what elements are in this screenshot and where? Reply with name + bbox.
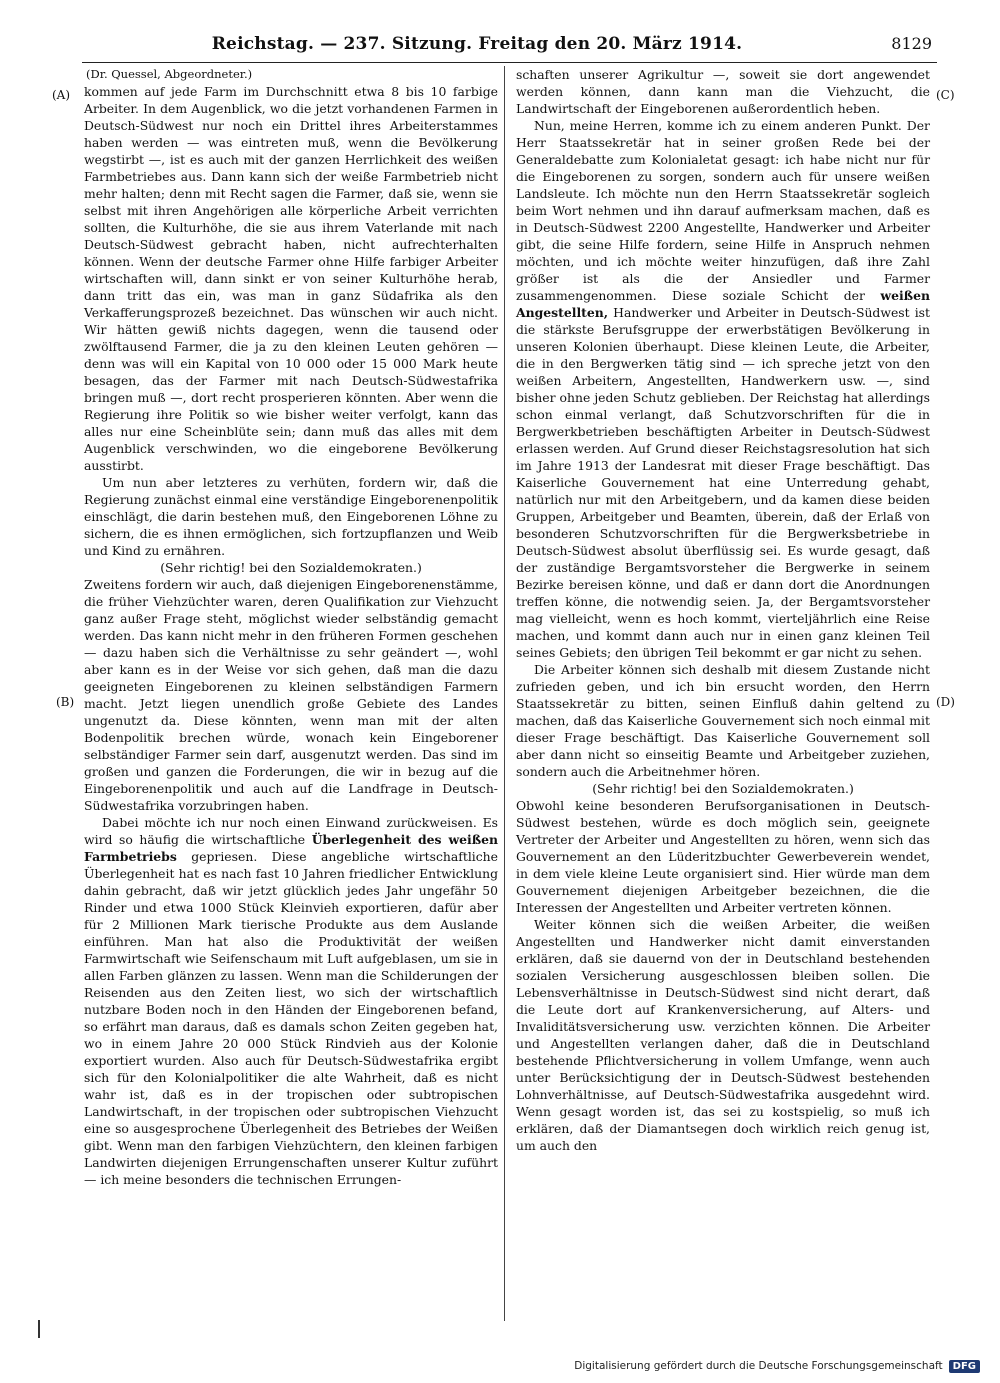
right-column	[516, 66, 930, 1154]
column-divider	[504, 66, 505, 1321]
page-header	[82, 34, 932, 62]
interjection: (Sehr richtig! bei den Sozialdemokraten.)	[160, 560, 422, 575]
paragraph: Zweitens fordern wir auch, daß diejenigen Eingeborenenstämme, die früher Viehzüchter waren, deren Qualifikation zur Viehzucht ganz außer Frage steht, möglichst wieder selbständig gemacht werden. Das kann nicht mehr in den früheren Formen geschehen — dazu haben sich die Verhältnisse zu sehr geändert —, wohl aber kann es in der Weise vor sich gehen, daß man die dazu geeigneten Eingeborenen zu kleinen selbständigen Farmern macht. Jetzt liegen unendlich große Gebiete des Landes ungenutzt da. Diese könnten, wenn man mit der alten Bodenpolitik brechen würde, wonach kein Eingeborener selbständiger Farmer sein darf, ausgenutzt werden. Das sind im großen und ganzen die Forderungen, die wir in bezug auf die Eingeborenenpolitik und auch auf die Landfrage in Deutsch-Südwestafrika vorzubringen haben.	[84, 577, 498, 813]
header-rule	[82, 62, 937, 63]
bold-phrase: weißen Angestellten,	[516, 288, 930, 320]
bold-phrase: Überlegenheit des weißen Farmbetriebs	[84, 832, 499, 864]
paragraph	[84, 814, 498, 1188]
margin-letter-c: (C)	[936, 88, 955, 102]
margin-letter-d: (D)	[936, 695, 955, 709]
paragraph: Um nun aber letzteres zu verhüten, fordern wir, daß die Regierung zunächst einmal eine verständige Eingeborenenpolitik einschlägt, die darin bestehen muß, den Eingeborenen Löhne zu sichern, die es ihnen ermöglichen, sich fortzupflanzen und Weib und Kind zu ernähren.	[84, 475, 498, 558]
interjection: (Sehr richtig! bei den Sozialdemokraten.)	[592, 781, 854, 796]
paragraph-text: Handwerker und Arbeiter in Deutsch-Südwest ist die stärkste Berufsgruppe der erwerbstätigen Bevölkerung in unseren Kolonien überhaupt. Diese kleinen Leute, die Arbeiter, die in den Bergwerken tätig sind — ich spreche jetzt von den weißen Arbeitern, Angestellten, Handwerkern usw. —, sind bisher ohne jeden Schutz geblieben. Der Reichstag hat allerdings schon einmal verlangt, daß Schutzvorschriften für die in Bergwerkbetrieben beschäftigten Arbeiter in Deutsch-Südwest erlassen werden. Auf Grund dieser Reichstagsresolution hat sich im Jahre 1913 der Landesrat mit dieser Frage beschäftigt. Das Kaiserliche Gouvernement hat eine Unterredung gehabt, natürlich nur mit den Arbeitgebern, und da kamen diese beiden Gruppen, Arbeitgeber und Beamten, überein, daß der Erlaß von besonderen Schutzvorschriften für die Bergwerksbetriebe in Deutsch-Südwest absolut überflüssig sei. Es wurde gesagt, daß der zuständige Bergamtsvorsteher die Bergwerke in seinem Bezirke bereisen könne, und daß er dann dort die Anordnungen treffen könne, die notwendig seien. Ja, der Bergamtsvorsteher mag vielleicht, wenn es hoch kommt, vierteljährlich eine Reise machen, und kommt dann auch nur in einen ganz kleinen Teil seines Gebiets; den übrigen Teil bekommt er gar nicht zu sehen.	[516, 305, 930, 660]
paragraph	[516, 117, 930, 661]
paragraph-text: Nun, meine Herren, komme ich zu einem anderen Punkt. Der Herr Staatssekretär hat in seiner großen Rede bei der Generaldebatte zum Kolonialetat gesagt: ich habe nicht nur für die Eingeborenen zu sorgen, sondern auch für unsere weißen Landsleute. Ich möchte nun den Herrn Staatssekretär sogleich beim Wort nehmen und ihn darauf aufmerksam machen, daß es in Deutsch-Südwest 2200 Angestellte, Handwerker und Arbeiter gibt, die seine Hilfe fordern, seine Hilfe in Anspruch nehmen möchten, und ich möchte weiter hinzufügen, daß ihre Zahl größer ist als die der Ansiedler und Farmer zusammengenommen. Diese soziale Schicht der	[516, 118, 930, 303]
paragraph: schaften unserer Agrikultur —, soweit sie dort angewendet werden können, dann kann man die Viehzucht, die Landwirtschaft der Eingeborenen außerordentlich heben.	[516, 67, 930, 116]
page-number: 8129	[891, 34, 932, 53]
margin-letter-a: (A)	[52, 88, 71, 102]
margin-mark	[38, 1320, 40, 1338]
paragraph: Die Arbeiter können sich deshalb mit diesem Zustande nicht zufrieden geben, und ich bin ersucht worden, den Herrn Staatssekretär zu bitten, seinen Einfluß dahin geltend zu machen, daß das Kaiserliche Gouvernement sich noch einmal mit dieser Frage beschäftigt. Das Kaiserliche Gouvernement soll aber dann nicht so einseitig Beamte und Arbeitgeber zuziehen, sondern auch die Arbeitnehmer hören.	[516, 662, 930, 779]
margin-letter-b: (B)	[56, 695, 75, 709]
paragraph: kommen auf jede Farm im Durchschnitt etwa 8 bis 10 farbige Arbeiter. In dem Augenblick, wo die jetzt vorhandenen Farmen in Deutsch-Südwest nur noch ein Drittel ihres Arbeiterstammes haben werden — was eintreten muß, wenn die Bevölkerung wegstirbt —, ist es auch mit der ganzen Herrlichkeit des weißen Farmbetriebes aus. Dann kann sich der weiße Farmbetrieb nicht mehr halten; denn mit Recht sagen die Farmer, daß sie, wenn sie selbst mit ihren Angehörigen alle körperliche Arbeit verrichten sollten, die Kulturhöhe, die sie aus ihrem Vaterlande mit nach Deutsch-Südwest gebracht haben, nicht aufrechterhalten können. Wenn der deutsche Farmer ohne Hilfe farbiger Arbeiter wirtschaften will, dann sinkt er von seiner Kulturhöhe herab, dann tritt das ein, was man in ganz Südafrika als den Verkafferungsprozeß bezeichnet. Das wünschen wir auch nicht. Wir hätten gewiß nichts dagegen, wenn die tausend oder zwölftausend Farmer, die ja zu den kleinen Leuten gehören — denn was will ein Kapital von 10 000 oder 15 000 Mark heute besagen, das der Farmer mit nach Deutsch-Südwestafrika bringen muß —, dort recht prosperieren könnten. Aber wenn die Regierung ihre Politik so wie bisher weiter verfolgt, kann das alles nur eine Scheinblüte sein; dann muß das alles mit dem Augenblick verschwinden, wo die eingeborene Bevölkerung ausstirbt.	[84, 84, 498, 473]
left-column	[84, 66, 498, 1188]
speaker-attribution: (Dr. Quessel, Abgeordneter.)	[86, 67, 253, 81]
footer-credit: Digitalisierung gefördert durch die Deutsche Forschungsgemeinschaft	[574, 1360, 943, 1372]
dfg-logo-icon: DFG	[949, 1360, 980, 1373]
paragraph: Obwohl keine besonderen Berufsorganisationen in Deutsch-Südwest bestehen, würde es doch möglich sein, geeignete Vertreter der Arbeiter und Angestellten zu hören, wenn sich das Gouvernement an den Lüderitzbuchter Gewerbeverein wendet, in dem viele kleine Leute organisiert sind. Hier würde man dem Gouvernement diejenigen Arbeitgeber bezeichnen, die die Interessen der Angestellten und Arbeiter vertreten können.	[516, 798, 930, 915]
paragraph: Weiter können sich die weißen Arbeiter, die weißen Angestellten und Handwerker nicht damit einverstanden erklären, daß sie dauernd von der in Deutschland bestehenden sozialen Versicherung ausgeschlossen bleiben sollen. Die Lebensverhältnisse in Deutsch-Südwest sind nicht derart, daß die Leute dort auf Krankenversicherung, auf Alters- und Invaliditätsversicherung usw. verzichten können. Die Arbeiter und Angestellten verlangen daher, daß die in Deutschland bestehende Pflichtversicherung in vollem Umfange, wenn auch unter Berücksichtigung der in Deutsch-Südwest bestehenden Lohnverhältnisse, auf Deutsch-Südwestafrika ausgedehnt wird. Wenn gesagt worden ist, das sei zu kostspielig, so muß ich erklären, daß der Diamantsegen doch wirklich reich genug ist, um auch den	[516, 917, 930, 1153]
page-title: Reichstag. — 237. Sitzung. Freitag den 20. März 1914.	[211, 34, 743, 54]
paragraph-text: Dabei möchte ich nur noch einen Einwand zurückweisen. Es wird so häufig die wirtschaftliche	[84, 815, 498, 847]
footer	[574, 1358, 980, 1374]
paragraph-text: gepriesen. Diese angebliche wirtschaftliche Überlegenheit hat es nach fast 10 Jahren friedlicher Entwicklung dahin gebracht, daß wir jetzt glücklich jedes Jahr ungefähr 50 Rinder und etwa 1000 Stück Kleinvieh exportieren, dafür aber für 2 Millionen Mark tierische Produkte aus dem Auslande einführen. Man hat also die Produktivität der weißen Farmwirtschaft wie Seifenschaum mit Luft aufgeblasen, um sie in allen Farben glänzen zu lassen. Wenn man die Schilderungen der Reisenden aus den Zeiten liest, wo sich der wirtschaftlich nutzbare Boden noch in den Händen der Eingeborenen befand, so erfährt man daraus, daß es damals schon Zeiten gegeben hat, wo in einem Jahre 20 000 Stück Rindvieh aus der Kolonie exportiert wurden. Also auch für Deutsch-Südwestafrika ergibt sich für den Kolonialpolitiker die alte Wahrheit, daß es nicht wahr ist, daß es in der tropischen oder subtropischen Landwirtschaft, in der tropischen oder subtropischen Viehzucht eine so ausgesprochene Überlegenheit des Betriebes der Weißen gibt. Wenn man den farbigen Viehzüchtern, den kleinen farbigen Landwirten diejenigen Errungenschaften unserer Kultur zuführt — ich meine besonders die technischen Errungen-	[84, 849, 498, 1187]
